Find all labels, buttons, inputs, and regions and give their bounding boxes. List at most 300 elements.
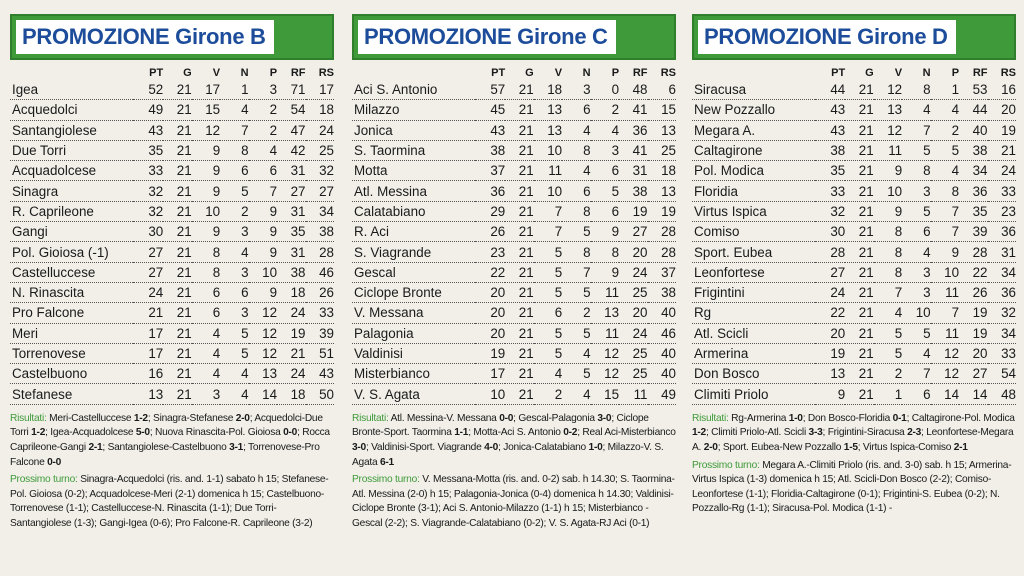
stat-rs: 16 — [988, 80, 1017, 100]
stat-g: 21 — [163, 140, 191, 160]
header-pt: PT — [831, 67, 846, 79]
stat-n: 7 — [902, 364, 930, 384]
table-row — [352, 140, 676, 160]
next-round-fixtures: Sinagra-Acquedolci (ris. and. 1-1) sabato h 15; Stefanese-Pol. Gioiosa (0-2); Acquadolcese-Meri (2-1) domenica h 15; Castelbuono-Torrenovese (1-1); Castelluccese-N. Rinascita (1-1); Due Torri-Santangiolese (1-3); Gangi-Igea (0-6); Pro Falcone-R. Caprileone (3-2) — [10, 474, 329, 529]
stat-pt: 19 — [475, 343, 506, 363]
next-round-fixtures: V. Messana-Motta (ris. and. 0-2) sab. h 14.30; S. Taormina-Atl. Messina (2-0) h 15; Palagonia-Jonica (0-4) domenica h 14.30; Valdinisi-Ciclope Bronte (3-1); Aci S. Antonio-Milazzo (1-1) h 15; Misterbianco - Gescal (2-2); S. Viagrande-Calatabiano (0-2); V. S. Agata-RJ Aci (0-1) — [352, 474, 675, 529]
stat-g: 21 — [845, 100, 873, 120]
team-name: Leonfortese — [692, 262, 815, 282]
team-name: V. S. Agata — [352, 384, 475, 404]
header-team — [10, 66, 133, 80]
header-n: N — [240, 67, 249, 79]
result-fixture: ; Motta-Aci S. Antonio — [468, 427, 564, 439]
table-row — [692, 384, 1016, 404]
stat-rf: 35 — [959, 201, 987, 221]
stat-n: 1 — [220, 80, 248, 100]
table-row — [10, 120, 334, 140]
result-fixture: ; Jonica-Calatabiano — [498, 441, 589, 453]
table-row — [352, 181, 676, 201]
stat-p: 14 — [249, 384, 277, 404]
stat-n: 5 — [562, 282, 590, 302]
team-name: Atl. Messina — [352, 181, 475, 201]
stat-pt: 27 — [133, 262, 164, 282]
stat-rs: 28 — [306, 242, 335, 262]
next-round-fixtures: Megara A.-Climiti Priolo (ris. and. 3-0) sab. h 15; Armerina-Virtus Ispica (1-3) domenica h 15; Atl. Scicli-Don Bosco (2-2); Comiso-Leonfortese (1-1); Floridia-Caltagirone (0-1); Frigintini-S. Eubea (0-2); N. Pozzallo-Rg (1-1); Siracusa-Pol. Modica (1-1) - — [692, 459, 1012, 515]
stat-g: 21 — [505, 181, 533, 201]
stat-p: 11 — [591, 323, 619, 343]
stat-rf: 21 — [277, 343, 305, 363]
stat-pt: 36 — [475, 181, 506, 201]
header-pt: PT — [491, 67, 506, 79]
team-name: Virtus Ispica — [692, 201, 815, 221]
team-name: Jonica — [352, 120, 475, 140]
stat-p: 8 — [591, 242, 619, 262]
stat-n: 4 — [902, 343, 930, 363]
stat-n: 5 — [902, 323, 930, 343]
table-row — [10, 384, 334, 404]
result-fixture: ; Leonfortese-Megara A. — [692, 427, 1014, 453]
header-pt: PT — [149, 67, 164, 79]
header-p: P — [269, 67, 278, 79]
stat-rs: 37 — [648, 262, 677, 282]
team-name: Stefanese — [10, 384, 133, 404]
group-b-column — [10, 14, 334, 535]
stat-n: 5 — [562, 364, 590, 384]
result-fixture: Rg-Armerina — [731, 412, 789, 424]
result-score: 5-0 — [135, 427, 150, 439]
table-row — [692, 161, 1016, 181]
stat-g: 21 — [845, 181, 873, 201]
stat-p: 6 — [591, 201, 619, 221]
stat-p: 3 — [249, 80, 277, 100]
stat-n: 3 — [220, 303, 248, 323]
stat-v: 12 — [192, 120, 220, 140]
stat-pt: 16 — [133, 364, 164, 384]
stat-p: 6 — [249, 161, 277, 181]
stat-pt: 30 — [815, 222, 846, 242]
stat-pt: 35 — [133, 140, 164, 160]
stat-n: 7 — [562, 262, 590, 282]
stat-rf: 53 — [959, 80, 987, 100]
stat-n: 5 — [902, 140, 930, 160]
stat-v: 2 — [874, 364, 902, 384]
stat-pt: 23 — [475, 242, 506, 262]
result-score: 0-1 — [892, 412, 907, 424]
result-score: 3-0 — [597, 412, 612, 424]
stat-p: 9 — [249, 222, 277, 242]
team-name: Castelluccese — [10, 262, 133, 282]
stat-pt: 38 — [815, 140, 846, 160]
header-p: P — [611, 67, 620, 79]
stat-rs: 25 — [306, 140, 335, 160]
stat-n: 2 — [220, 201, 248, 221]
stat-g: 21 — [845, 323, 873, 343]
result-fixture: ; Milazzo-V. S. Agata — [352, 441, 664, 468]
result-score: 3-1 — [229, 441, 244, 453]
stat-pt: 22 — [815, 303, 846, 323]
team-name: Siracusa — [692, 80, 815, 100]
stat-v: 4 — [874, 303, 902, 323]
table-row — [692, 80, 1016, 100]
stat-rf: 40 — [959, 120, 987, 140]
table-row — [352, 222, 676, 242]
table-row — [352, 384, 676, 404]
stat-rf: 47 — [277, 120, 305, 140]
stat-pt: 17 — [133, 323, 164, 343]
result-score: 1-0 — [588, 441, 603, 453]
stat-g: 21 — [845, 201, 873, 221]
stat-n: 8 — [902, 161, 930, 181]
stat-g: 21 — [163, 120, 191, 140]
stat-rs: 48 — [988, 384, 1017, 404]
stat-pt: 37 — [475, 161, 506, 181]
results-text — [10, 412, 334, 470]
stat-v: 7 — [534, 201, 562, 221]
result-fixture: Atl. Messina-V. Messana — [390, 412, 500, 424]
stat-v: 6 — [534, 303, 562, 323]
table-row — [352, 364, 676, 384]
stat-p: 11 — [591, 282, 619, 302]
stat-n: 3 — [902, 181, 930, 201]
stat-v: 10 — [534, 181, 562, 201]
stat-v: 9 — [874, 201, 902, 221]
stat-g: 21 — [163, 343, 191, 363]
stat-v: 12 — [874, 80, 902, 100]
stat-v: 13 — [874, 100, 902, 120]
stat-rs: 32 — [988, 303, 1017, 323]
standings-table — [10, 66, 334, 405]
stat-rs: 38 — [648, 282, 677, 302]
stat-p: 8 — [931, 181, 959, 201]
team-name: Gescal — [352, 262, 475, 282]
stat-rf: 25 — [619, 282, 647, 302]
stat-n: 5 — [562, 222, 590, 242]
result-fixture: ; Virtus Ispica-Comiso — [857, 441, 954, 453]
stat-v: 7 — [534, 222, 562, 242]
stat-v: 11 — [534, 161, 562, 181]
stat-n: 4 — [562, 384, 590, 404]
stat-v: 5 — [534, 282, 562, 302]
standings-table — [692, 66, 1016, 405]
stat-n: 8 — [220, 140, 248, 160]
result-fixture: ; Rocca Caprileone-Gangi — [10, 427, 330, 453]
stat-v: 6 — [192, 282, 220, 302]
stat-rs: 28 — [648, 222, 677, 242]
stat-v: 9 — [192, 222, 220, 242]
stat-p: 6 — [591, 161, 619, 181]
stat-pt: 30 — [133, 222, 164, 242]
next-round-text — [10, 473, 334, 531]
stat-rf: 38 — [959, 140, 987, 160]
stat-rs: 19 — [988, 120, 1017, 140]
stat-g: 21 — [845, 303, 873, 323]
results-block — [692, 412, 1016, 517]
result-score: 0-2 — [563, 427, 578, 439]
table-row — [692, 364, 1016, 384]
stat-pt: 20 — [475, 323, 506, 343]
stat-pt: 32 — [133, 201, 164, 221]
stat-rs: 36 — [988, 222, 1017, 242]
team-name: Acquedolci — [10, 100, 133, 120]
stat-n: 5 — [902, 201, 930, 221]
stat-p: 11 — [931, 282, 959, 302]
stat-n: 4 — [562, 120, 590, 140]
stat-v: 18 — [534, 80, 562, 100]
stat-v: 5 — [874, 323, 902, 343]
table-row — [352, 201, 676, 221]
stat-rs: 18 — [306, 100, 335, 120]
result-fixture: ; Sport. Eubea-New Pozzallo — [717, 441, 844, 453]
stat-n: 4 — [562, 343, 590, 363]
result-fixture: ; Sinagra-Stefanese — [147, 412, 236, 424]
stat-g: 21 — [845, 222, 873, 242]
stat-n: 3 — [220, 262, 248, 282]
stat-pt: 17 — [475, 364, 506, 384]
stat-g: 21 — [505, 242, 533, 262]
header-v: V — [894, 67, 903, 79]
result-fixture: ; Santangiolese-Castelbuono — [102, 441, 230, 453]
result-score: 1-0 — [788, 412, 803, 424]
result-score: 2-0 — [235, 412, 250, 424]
stat-p: 3 — [591, 140, 619, 160]
stat-v: 4 — [192, 323, 220, 343]
stat-pt: 44 — [815, 80, 846, 100]
stat-g: 21 — [845, 262, 873, 282]
stat-p: 9 — [931, 242, 959, 262]
table-row — [352, 120, 676, 140]
stat-rs: 21 — [988, 140, 1017, 160]
team-name: Due Torri — [10, 140, 133, 160]
stat-rs: 33 — [988, 181, 1017, 201]
table-row — [692, 343, 1016, 363]
stat-pt: 28 — [815, 242, 846, 262]
stat-g: 21 — [163, 303, 191, 323]
result-score: 0-0 — [283, 427, 298, 439]
stat-rs: 51 — [306, 343, 335, 363]
stat-g: 21 — [845, 242, 873, 262]
stat-rs: 24 — [988, 161, 1017, 181]
stat-p: 0 — [591, 80, 619, 100]
result-score: 0-0 — [47, 456, 62, 468]
header-g: G — [865, 67, 874, 79]
stat-rf: 18 — [277, 282, 305, 302]
header-n: N — [922, 67, 931, 79]
stat-rf: 44 — [959, 100, 987, 120]
stat-v: 8 — [192, 262, 220, 282]
stat-rf: 28 — [959, 242, 987, 262]
stat-n: 7 — [902, 120, 930, 140]
stat-n: 10 — [902, 303, 930, 323]
stat-p: 12 — [931, 343, 959, 363]
table-row — [10, 262, 334, 282]
stat-rs: 39 — [306, 323, 335, 343]
team-name: Misterbianco — [352, 364, 475, 384]
header-v: V — [554, 67, 563, 79]
stat-v: 13 — [534, 100, 562, 120]
header-team — [352, 66, 475, 80]
stat-pt: 26 — [475, 222, 506, 242]
group-c-column — [352, 14, 676, 535]
header-g: G — [525, 67, 534, 79]
stat-rs: 19 — [648, 201, 677, 221]
table-row — [692, 120, 1016, 140]
stat-pt: 10 — [475, 384, 506, 404]
table-row — [692, 262, 1016, 282]
result-score: 1-2 — [31, 427, 46, 439]
result-score: 1-5 — [843, 441, 858, 453]
stat-pt: 32 — [815, 201, 846, 221]
stat-rs: 34 — [988, 323, 1017, 343]
stat-p: 15 — [591, 384, 619, 404]
stat-p: 12 — [249, 323, 277, 343]
stat-pt: 43 — [815, 120, 846, 140]
team-name: S. Taormina — [352, 140, 475, 160]
stat-p: 7 — [249, 181, 277, 201]
results-text — [692, 412, 1016, 456]
stat-rs: 18 — [648, 161, 677, 181]
stat-v: 17 — [192, 80, 220, 100]
result-score: 2-1 — [88, 441, 103, 453]
stat-v: 4 — [192, 364, 220, 384]
table-row — [10, 242, 334, 262]
stat-v: 9 — [874, 161, 902, 181]
stat-rf: 19 — [959, 303, 987, 323]
header-rf: RF — [972, 67, 988, 79]
stat-pt: 17 — [133, 343, 164, 363]
stat-p: 4 — [249, 140, 277, 160]
team-name: Comiso — [692, 222, 815, 242]
stat-rs: 40 — [648, 343, 677, 363]
table-row — [692, 201, 1016, 221]
stat-v: 15 — [192, 100, 220, 120]
stat-n: 2 — [562, 303, 590, 323]
stat-rf: 24 — [277, 303, 305, 323]
stat-pt: 57 — [475, 80, 506, 100]
team-name: Motta — [352, 161, 475, 181]
header-row — [10, 66, 334, 80]
stat-rf: 18 — [277, 384, 305, 404]
stat-p: 9 — [591, 262, 619, 282]
stat-g: 21 — [505, 100, 533, 120]
result-fixture: ; Valdinisi-Sport. Viagrande — [365, 441, 485, 453]
stat-p: 7 — [931, 303, 959, 323]
stat-n: 8 — [902, 80, 930, 100]
stat-rs: 33 — [306, 303, 335, 323]
next-round-label: Prossimo turno: — [692, 459, 760, 471]
stat-rf: 39 — [959, 222, 987, 242]
group-d-column — [692, 14, 1016, 520]
stat-rf: 24 — [619, 262, 647, 282]
stat-rs: 26 — [306, 282, 335, 302]
stat-p: 5 — [931, 140, 959, 160]
stat-p: 7 — [931, 222, 959, 242]
stat-v: 9 — [192, 181, 220, 201]
results-label: Risultati: — [10, 412, 47, 424]
team-name: Ciclope Bronte — [352, 282, 475, 302]
stat-n: 3 — [220, 222, 248, 242]
stat-v: 13 — [534, 120, 562, 140]
results-label: Risultati: — [692, 412, 729, 424]
header-n: N — [582, 67, 591, 79]
results-text — [352, 412, 676, 470]
stat-pt: 20 — [475, 303, 506, 323]
stat-rf: 20 — [959, 343, 987, 363]
stat-g: 21 — [505, 201, 533, 221]
team-name: Castelbuono — [10, 364, 133, 384]
team-name: Rg — [692, 303, 815, 323]
stat-rs: 15 — [648, 100, 677, 120]
team-name: Aci S. Antonio — [352, 80, 475, 100]
stat-pt: 27 — [815, 262, 846, 282]
stat-n: 4 — [902, 100, 930, 120]
header-rf: RF — [632, 67, 648, 79]
stat-rs: 33 — [988, 343, 1017, 363]
result-fixture: ; Caltagirone-Pol. Modica — [906, 412, 1015, 424]
stat-n: 7 — [220, 120, 248, 140]
stat-p: 4 — [931, 100, 959, 120]
team-name: Sport. Eubea — [692, 242, 815, 262]
team-name: Armerina — [692, 343, 815, 363]
stat-g: 21 — [163, 201, 191, 221]
result-score: 1-2 — [133, 412, 148, 424]
stat-p: 9 — [591, 222, 619, 242]
stat-rs: 49 — [648, 384, 677, 404]
stat-g: 21 — [163, 80, 191, 100]
table-row — [352, 100, 676, 120]
stat-n: 4 — [220, 100, 248, 120]
table-row — [352, 282, 676, 302]
stat-pt: 21 — [133, 303, 164, 323]
stat-rf: 20 — [619, 303, 647, 323]
table-row — [692, 242, 1016, 262]
stat-rs: 23 — [988, 201, 1017, 221]
stat-p: 1 — [931, 80, 959, 100]
table-row — [10, 181, 334, 201]
header-rs: RS — [1000, 67, 1016, 79]
stat-pt: 29 — [475, 201, 506, 221]
group-title-banner — [692, 14, 1016, 60]
header-row — [692, 66, 1016, 80]
stat-rf: 41 — [619, 100, 647, 120]
stat-g: 21 — [845, 282, 873, 302]
group-title: PROMOZIONE Girone D — [698, 20, 956, 54]
table-row — [692, 323, 1016, 343]
stat-rf: 31 — [277, 161, 305, 181]
result-fixture: ; Igea-Acquadolcese — [45, 427, 136, 439]
stat-rf: 48 — [619, 80, 647, 100]
stat-g: 21 — [163, 262, 191, 282]
results-label: Risultati: — [352, 412, 389, 424]
team-name: Valdinisi — [352, 343, 475, 363]
stat-rs: 28 — [648, 242, 677, 262]
table-row — [10, 100, 334, 120]
stat-pt: 38 — [475, 140, 506, 160]
stat-n: 4 — [220, 364, 248, 384]
stat-p: 12 — [591, 343, 619, 363]
stat-g: 21 — [505, 323, 533, 343]
stat-v: 1 — [874, 384, 902, 404]
stat-g: 21 — [505, 303, 533, 323]
stat-rf: 31 — [277, 242, 305, 262]
stat-rs: 13 — [648, 181, 677, 201]
header-g: G — [183, 67, 192, 79]
team-name: New Pozzallo — [692, 100, 815, 120]
stat-n: 3 — [902, 262, 930, 282]
table-row — [692, 303, 1016, 323]
stat-g: 21 — [505, 120, 533, 140]
table-row — [352, 303, 676, 323]
result-score: 2-0 — [703, 441, 718, 453]
